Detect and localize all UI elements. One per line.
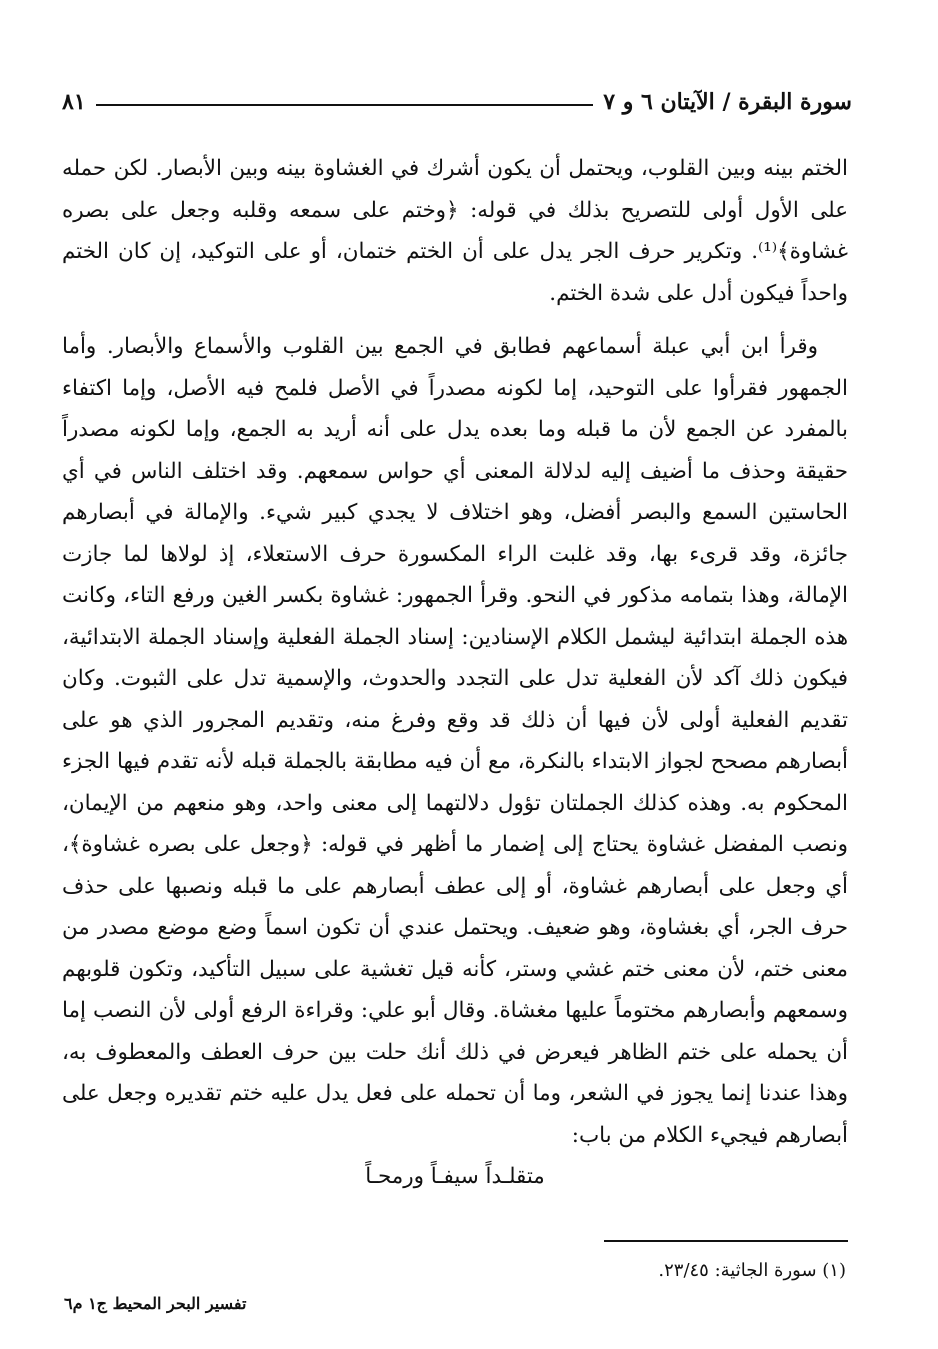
running-header [62,82,852,122]
footnote: (١) سورة الجاثية: ٢٣/٤٥. [658,1260,846,1281]
printer-signature: تفسير البحر المحيط ج١ م٦ [64,1294,247,1313]
poetry-verse: متقلـداً سيفـاً ورمحـاً [365,1164,545,1189]
body-text [62,148,848,1198]
page-number: ٨١ [62,89,86,115]
paragraph-2: وقرأ ابن أبي عبلة أسماعهم فطابق في الجمع بين القلوب والأسماع والأبصار. وأما الجمهور فقرأوا على التوحيد، إما لكونه مصدراً في الأصل فلمح فيه الأصل، وإما اكتفاء بالمفرد عن الجمع لأن ما قبله وما بعده يدل على أنه أريد به الجمع، وإما لكونه مصدراً حقيقة وحذف ما أضيف إليه لدلالة المعنى أي حواس سمعهم. وقد اختلف الناس في أي الحاستين السمع والبصر أفضل، وهو اختلاف لا يجدي كبير شيء. والإمالة في أبصارهم جائزة، وقد قرىء بها، وقد غلبت الراء المكسورة حرف الاستعلاء، إذ لولاها لما جازت الإمالة، وهذا بتمامه مذكور في النحو. وقرأ الجمهور: غشاوة بكسر الغين ورفع التاء، وكانت هذه الجملة ابتدائية ليشمل الكلام الإسنادين: إسناد الجملة الفعلية وإسناد الجملة الابتدائية، فيكون ذلك آكد لأن الفعلية تدل على التجدد والحدوث، والإسمية تدل على الثبوت. وكان تقديم الفعلية أولى لأن فيها أن ذلك قد وقع وفرغ منه، وتقديم المجرور الذي هو على أبصارهم مصحح لجواز الابتداء بالنكرة، مع أن فيه مطابقة بالجملة قبله لأنه تقدم فيها الجزء المحكوم به. وهذه كذلك الجملتان تؤول دلالتهما إلى معنى واحد، وهو منعهم من الإيمان، ونصب المفضل غشاوة يحتاج إلى إضمار ما أظهر في قوله: ﴿وجعل على بصره غشاوة﴾، أي وجعل على أبصارهم غشاوة، أو إلى عطف أبصارهم على ما قبله ونصبها على حذف حرف الجر، أي بغشاوة، وهو ضعيف. ويحتمل عندي أن تكون اسماً وضع موضع مصدر من معنى ختم، لأن معنى ختم غشي وستر، كأنه قيل تغشية على سبيل التأكيد، وتكون قلوبهم وسمعهم وأبصارهم مختوماً عليها مغشاة. وقال أبو علي: وقراءة الرفع أولى لأن النصب إما أن يحمله على ختم الظاهر فيعرض في ذلك أنك حلت بين حرف العطف والمعطوف به، وهذا عندنا إنما يجوز في الشعر، وما أن تحمله على فعل يدل عليه ختم تقديره وجعل على أبصارهم فيجيء الكلام من باب: [62,334,848,1148]
header-rule [96,104,594,106]
paragraph-1: الختم بينه وبين القلوب، ويحتمل أن يكون أشرك في الغشاوة بينه وبين الأبصار. لكن حمله على الأول أولى للتصريح بذلك في قوله: ﴿وختم على سمعه وقلبه وجعل على بصره غشاوة﴾⁽¹⁾. وتكرير حرف الجر يدل على أن الختم ختمان، أو على التوكيد، إن كان الختم واحداً فيكون أدل على شدة الختم. [62,156,848,306]
footnote-divider [604,1240,848,1242]
header-title: سورة البقرة / الآيتان ٦ و ٧ [603,89,852,115]
